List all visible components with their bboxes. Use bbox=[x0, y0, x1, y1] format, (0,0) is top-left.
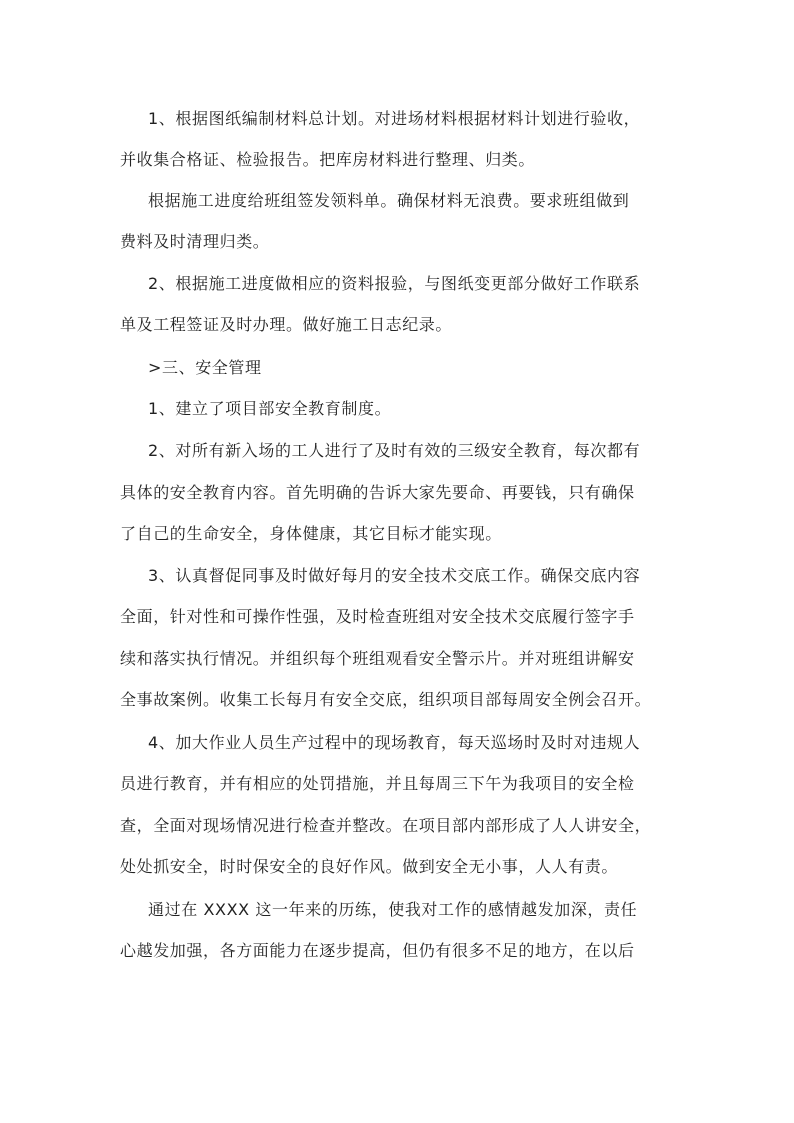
paragraph-line: 3、认真督促同事及时做好每月的安全技术交底工作。确保交底内容 bbox=[148, 566, 641, 585]
paragraph-line: 2、根据施工进度做相应的资料报验，与图纸变更部分做好工作联系 bbox=[148, 274, 641, 293]
paragraph-line: 员进行教育，并有相应的处罚措施，并且每周三下午为我项目的安全检 bbox=[120, 774, 635, 793]
paragraph-line: 并收集合格证、检验报告。把库房材料进行整理、归类。 bbox=[120, 150, 536, 169]
paragraph-line: 1、建立了项目部安全教育制度。 bbox=[148, 399, 392, 418]
paragraph-line: 根据施工进度给班组签发领料单。确保材料无浪费。要求班组做到 bbox=[148, 191, 630, 210]
paragraph-line: 处处抓安全，时时保安全的良好作风。做到安全无小事，人人有责。 bbox=[120, 857, 619, 876]
paragraph-line: 了自己的生命安全，身体健康，其它目标才能实现。 bbox=[120, 524, 502, 543]
paragraph-line: 全事故案例。收集工长每月有安全交底，组织项目部每周安全例会召开。 bbox=[120, 690, 652, 709]
paragraph-line: 续和落实执行情况。并组织每个班组观看安全警示片。并对班组讲解安 bbox=[120, 649, 635, 668]
paragraph-line: 通过在 XXXX 这一年来的历练，使我对工作的感情越发加深，责任 bbox=[148, 900, 638, 919]
paragraph-line: 全面，针对性和可操作性强，及时检查班组对安全技术交底履行签字手 bbox=[120, 607, 635, 626]
paragraph-line: 具体的安全教育内容。首先明确的告诉大家先要命、再要钱，只有确保 bbox=[120, 483, 635, 502]
paragraph-line: 4、加大作业人员生产过程中的现场教育，每天巡场时及时对违规人 bbox=[148, 733, 641, 752]
paragraph-line: 2、对所有新入场的工人进行了及时有效的三级安全教育，每次都有 bbox=[148, 441, 641, 460]
paragraph-line: 1、根据图纸编制材料总计划。对进场材料根据材料计划进行验收， bbox=[148, 109, 641, 128]
paragraph-line: 心越发加强，各方面能力在逐步提高，但仍有很多不足的地方，在以后 bbox=[120, 941, 635, 960]
section-heading: >三、安全管理 bbox=[148, 358, 262, 377]
paragraph-line: 查，全面对现场情况进行检查并整改。在项目部内部形成了人人讲安全， bbox=[120, 816, 652, 835]
paragraph-line: 费料及时清理归类。 bbox=[120, 232, 270, 251]
paragraph-line: 单及工程签证及时办理。做好施工日志纪录。 bbox=[120, 315, 453, 334]
